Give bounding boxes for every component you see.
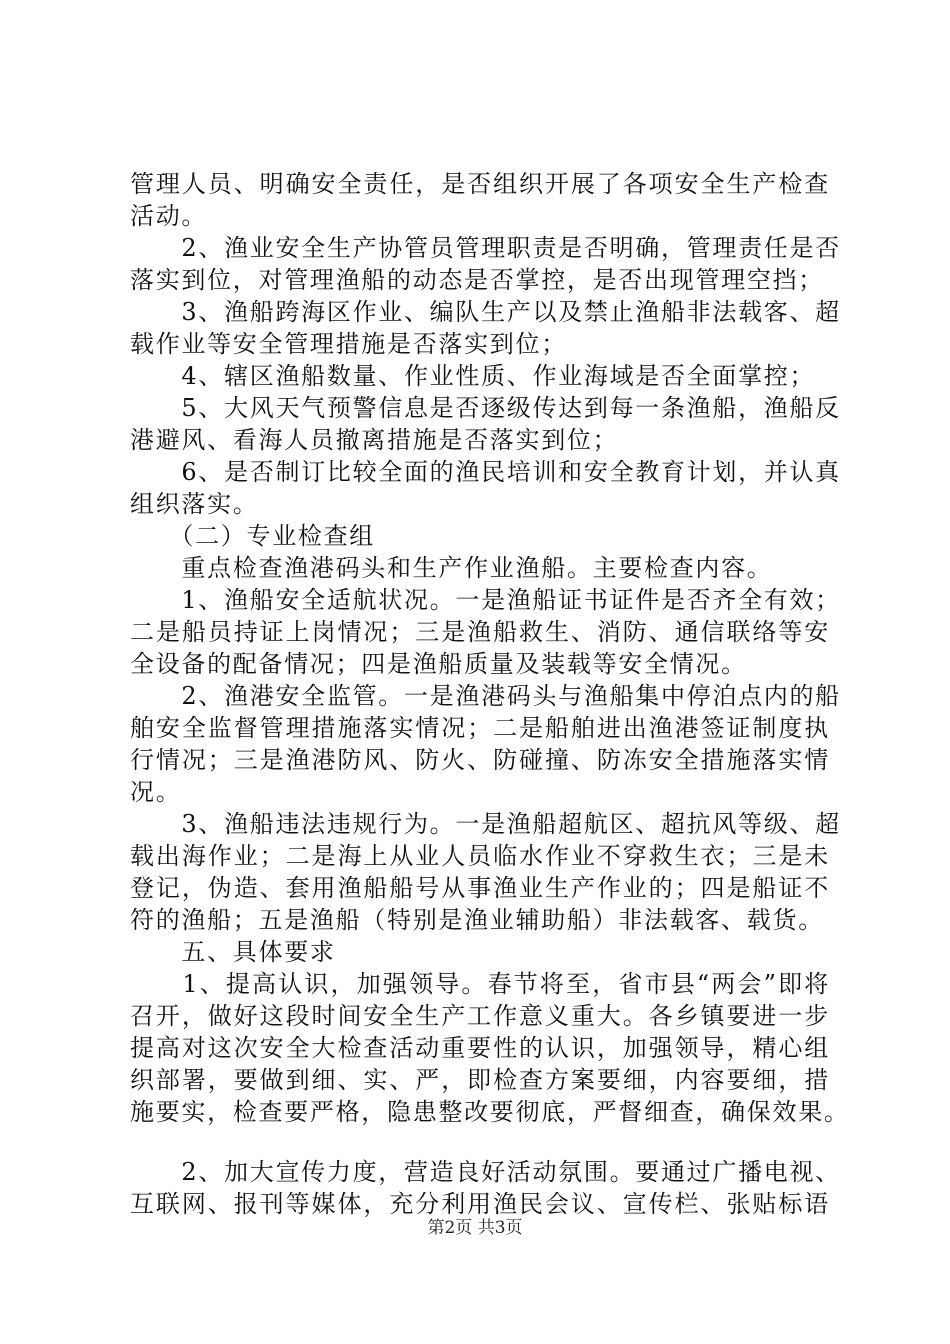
text-line: 1、渔船安全适航状况。一是渔船证书证件是否齐全有效； (130, 586, 841, 614)
text-line: 提高对这次安全大检查活动重要性的认识，加强领导，精心组 (130, 1034, 830, 1062)
text-line: 活动。 (130, 202, 208, 230)
page-footer: 第2页 共3页 (427, 1218, 523, 1238)
text-line: 港避风、看海人员撤离措施是否落实到位； (130, 426, 619, 454)
text-line: 召开，做好这段时间安全生产工作意义重大。各乡镇要进一步 (130, 1002, 830, 1030)
text-line: 登记，伪造、套用渔船船号从事渔业生产作业的；四是船证不 (130, 874, 830, 902)
text-line: 舶安全监督管理措施落实情况；二是船舶进出渔港签证制度执 (130, 714, 830, 742)
text-line: 载作业等安全管理措施是否落实到位； (130, 330, 567, 358)
text-line: 组织落实。 (130, 490, 259, 518)
text-line: 五、具体要求 (130, 938, 336, 966)
text-line: 互联网、报刊等媒体，充分利用渔民会议、宣传栏、张贴标语 (130, 1190, 830, 1218)
text-line: 全设备的配备情况；四是渔船质量及装载等安全情况。 (130, 650, 747, 678)
text-line: 1、提高认识，加强领导。春节将至，省市县“两会”即将 (130, 970, 830, 998)
document-body (130, 168, 850, 1220)
text-line: 管理人员、明确安全责任，是否组织开展了各项安全生产检查 (130, 170, 830, 198)
text-line: 施要实，检查要严格，隐患整改要彻底，严督细查，确保效果。 (130, 1098, 850, 1126)
text-line: 载出海作业；二是海上从业人员临水作业不穿救生衣；三是未 (130, 842, 830, 870)
text-line: 落实到位，对管理渔船的动态是否掌控，是否出现管理空挡； (130, 266, 824, 294)
text-line: 行情况；三是渔港防风、防火、防碰撞、防冻安全措施落实情 (130, 746, 830, 774)
paragraph-gap (130, 1128, 830, 1156)
text-line: 5、大风天气预警信息是否逐级传达到每一条渔船，渔船反 (130, 394, 841, 422)
text-line: 二是船员持证上岗情况；三是渔船救生、消防、通信联络等安 (130, 618, 830, 646)
text-line: 3、渔船跨海区作业、编队生产以及禁止渔船非法载客、超 (130, 298, 841, 326)
text-line: 4、辖区渔船数量、作业性质、作业海域是否全面掌控； (130, 362, 816, 390)
text-line: 重点检查渔港码头和生产作业渔船。主要检查内容。 (130, 554, 773, 582)
text-line: 织部署，要做到细、实、严，即检查方案要细，内容要细，措 (130, 1066, 830, 1094)
text-line: 2、加大宣传力度，营造良好活动氛围。要通过广播电视、 (130, 1158, 841, 1186)
text-line: 符的渔船；五是渔船（特别是渔业辅助船）非法载客、载货。 (130, 906, 824, 934)
text-line: 况。 (130, 778, 182, 806)
text-line: （二）专业检查组 (130, 522, 375, 550)
text-line: 6、是否制订比较全面的渔民培训和安全教育计划，并认真 (130, 458, 841, 486)
text-line: 2、渔港安全监管。一是渔港码头与渔船集中停泊点内的船 (130, 682, 841, 710)
text-line: 2、渔业安全生产协管员管理职责是否明确，管理责任是否 (130, 234, 841, 262)
text-line: 3、渔船违法违规行为。一是渔船超航区、超抗风等级、超 (130, 810, 841, 838)
